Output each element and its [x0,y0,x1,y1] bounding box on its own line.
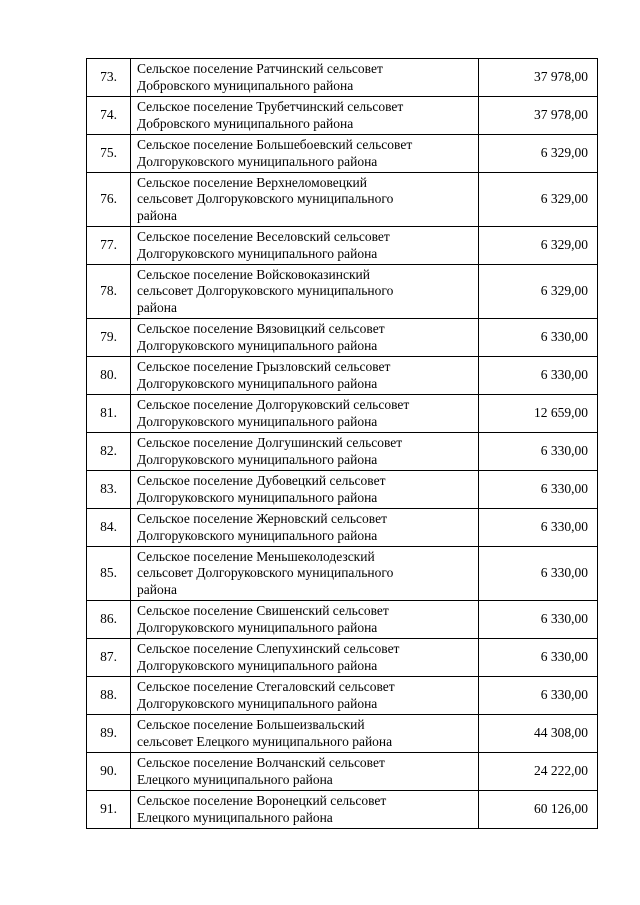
table-row [87,59,598,97]
settlement-name [131,791,479,829]
row-number: 84. [87,509,131,547]
allocation-amount: 37 978,00 [479,59,598,97]
settlement-name [131,471,479,509]
row-number: 91. [87,791,131,829]
row-number: 76. [87,173,131,227]
row-number: 74. [87,97,131,135]
table-row [87,639,598,677]
table-row [87,433,598,471]
settlement-name [131,639,479,677]
settlement-name-line: Долгоруковского муниципального района [137,527,378,543]
allocation-amount: 6 329,00 [479,173,598,227]
table-row [87,753,598,791]
settlement-name [131,357,479,395]
settlement-name-line: Долгоруковского муниципального района [137,489,378,505]
settlement-name-line: Долгоруковского муниципального района [137,657,378,673]
allocation-amount: 6 330,00 [479,601,598,639]
settlement-name [131,227,479,265]
row-number: 73. [87,59,131,97]
table-row [87,357,598,395]
table-row [87,677,598,715]
settlement-name [131,135,479,173]
settlement-name-line: Долгоруковского муниципального района [137,619,378,635]
settlement-name-line: Сельское поселение Грызловский сельсовет [137,359,391,374]
settlement-name-line: Долгоруковского муниципального района [137,451,378,467]
settlement-name-line: Сельское поселение Вязовицкий сельсовет [137,321,385,336]
allocation-amount: 6 329,00 [479,265,598,319]
settlement-name-line: Долгоруковского муниципального района [137,413,378,429]
table-row [87,601,598,639]
settlement-name [131,433,479,471]
settlement-name-line: Долгоруковского муниципального района [137,337,378,353]
table-row [87,173,598,227]
settlement-name-line: Добровского муниципального района [137,115,354,131]
settlement-name-line: сельсовет Долгоруковского муниципального [137,565,394,581]
allocation-amount: 24 222,00 [479,753,598,791]
row-number: 78. [87,265,131,319]
settlement-name [131,59,479,97]
settlement-name-line: района [137,299,177,315]
settlement-name [131,509,479,547]
allocation-amount: 6 330,00 [479,677,598,715]
table-body [87,59,598,829]
settlement-name-line: Сельское поселение Свишенский сельсовет [137,603,389,618]
settlement-name-line: сельсовет Елецкого муниципального района [137,733,393,749]
table-row [87,319,598,357]
settlement-name-line: Елецкого муниципального района [137,771,333,787]
row-number: 77. [87,227,131,265]
row-number: 82. [87,433,131,471]
settlement-name [131,395,479,433]
allocation-amount: 6 330,00 [479,357,598,395]
table-row [87,715,598,753]
settlement-name [131,97,479,135]
settlement-name-line: Елецкого муниципального района [137,809,333,825]
settlement-name-line: Долгоруковского муниципального района [137,375,378,391]
row-number: 75. [87,135,131,173]
table-row [87,547,598,601]
settlement-name-line: Сельское поселение Жерновский сельсовет [137,511,387,526]
row-number: 80. [87,357,131,395]
allocation-amount: 6 330,00 [479,433,598,471]
allocation-amount: 12 659,00 [479,395,598,433]
settlement-name [131,173,479,227]
row-number: 88. [87,677,131,715]
settlement-name [131,547,479,601]
settlement-name [131,677,479,715]
allocation-amount: 6 329,00 [479,135,598,173]
settlement-name-line: Сельское поселение Меньшеколодезский [137,548,375,564]
settlement-name-line: Сельское поселение Ратчинский сельсовет [137,61,383,76]
allocation-table [86,58,598,829]
settlement-name-line: Сельское поселение Трубетчинский сельсовет [137,99,404,114]
settlement-name-line: района [137,581,177,597]
table-row [87,509,598,547]
allocation-amount: 37 978,00 [479,97,598,135]
settlement-name-line: Сельское поселение Большеизвальский [137,717,365,732]
table-row [87,395,598,433]
settlement-name-line: Сельское поселение Веселовский сельсовет [137,229,390,244]
row-number: 86. [87,601,131,639]
table-row [87,791,598,829]
settlement-name-line: Сельское поселение Верхнеломовецкий [137,174,367,190]
allocation-amount: 6 329,00 [479,227,598,265]
settlement-name-line: Долгоруковского муниципального района [137,153,378,169]
settlement-name-line: района [137,207,177,223]
settlement-name-line: сельсовет Долгоруковского муниципального [137,191,394,207]
table-row [87,265,598,319]
table-row [87,97,598,135]
table-row [87,471,598,509]
row-number: 83. [87,471,131,509]
settlement-name-line: Сельское поселение Слепухинский сельсовет [137,641,400,656]
row-number: 81. [87,395,131,433]
settlement-name [131,265,479,319]
row-number: 85. [87,547,131,601]
settlement-name-line: Сельское поселение Войсковоказинский [137,266,370,282]
settlement-name [131,319,479,357]
allocation-amount: 6 330,00 [479,319,598,357]
settlement-name [131,715,479,753]
settlement-name-line: Сельское поселение Воронецкий сельсовет [137,793,387,808]
settlement-name [131,753,479,791]
settlement-name-line: Сельское поселение Долгушинский сельсовет [137,435,403,450]
settlement-name-line: сельсовет Долгоруковского муниципального [137,283,394,299]
settlement-name-line: Долгоруковского муниципального района [137,695,378,711]
row-number: 79. [87,319,131,357]
settlement-name-line: Сельское поселение Большебоевский сельсовет [137,137,413,152]
table-row [87,135,598,173]
table-row [87,227,598,265]
allocation-amount: 60 126,00 [479,791,598,829]
allocation-amount: 44 308,00 [479,715,598,753]
settlement-name-line: Добровского муниципального района [137,77,354,93]
settlement-name [131,601,479,639]
settlement-name-line: Сельское поселение Дубовецкий сельсовет [137,473,386,488]
settlement-name-line: Сельское поселение Стегаловский сельсовет [137,679,395,694]
row-number: 87. [87,639,131,677]
allocation-amount: 6 330,00 [479,639,598,677]
settlement-name-line: Сельское поселение Долгоруковский сельсовет [137,397,410,412]
settlement-name-line: Сельское поселение Волчанский сельсовет [137,755,385,770]
allocation-amount: 6 330,00 [479,547,598,601]
allocation-amount: 6 330,00 [479,509,598,547]
allocation-amount: 6 330,00 [479,471,598,509]
settlement-name-line: Долгоруковского муниципального района [137,245,378,261]
row-number: 90. [87,753,131,791]
row-number: 89. [87,715,131,753]
